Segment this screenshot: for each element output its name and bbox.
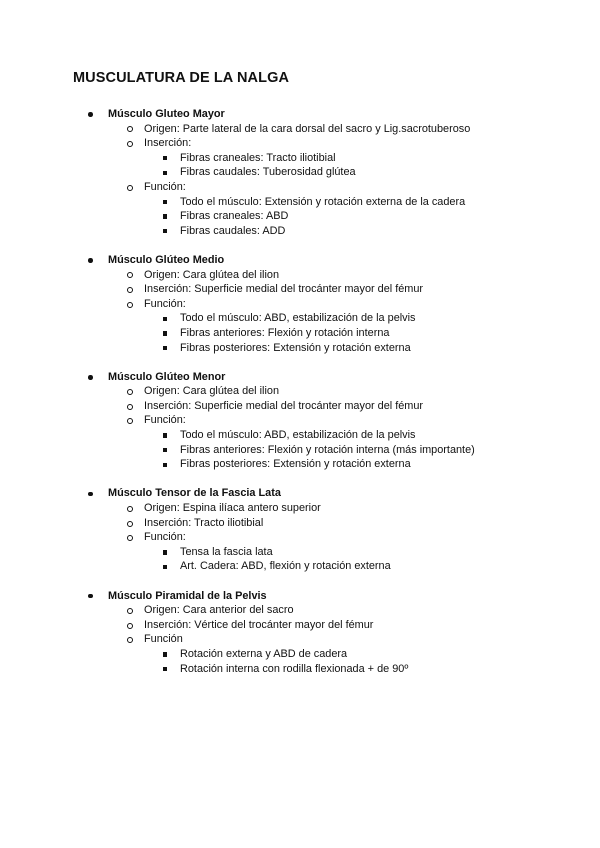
muscle-detail-item-text: Función: [144, 531, 186, 544]
muscle-detail-item [0, 632, 600, 647]
muscle-heading-text: Músculo Gluteo Mayor [108, 108, 225, 120]
hollow-bullet-icon [127, 302, 133, 308]
hollow-bullet-icon [127, 126, 133, 132]
square-bullet-icon [163, 200, 167, 204]
square-bullet-icon [163, 346, 167, 350]
muscle-detail-item [0, 413, 600, 428]
hollow-bullet-icon [127, 521, 133, 527]
square-bullet-icon [163, 667, 167, 671]
square-bullet-icon [163, 214, 167, 218]
muscle-detail-item-text: Inserción: [144, 137, 192, 150]
muscle-detail-item [0, 122, 600, 137]
muscle-subdetail-item [0, 165, 600, 180]
muscle-detail-item-text: Función: [144, 297, 186, 310]
muscle-detail-item [0, 136, 600, 151]
muscle-heading [0, 589, 600, 604]
muscle-subdetail-item-text: Art. Cadera: ABD, flexión y rotación externa [180, 560, 391, 573]
square-bullet-icon [163, 433, 167, 437]
square-bullet-icon [163, 156, 167, 160]
muscle-subdetail-item-text: Todo el músculo: Extensión y rotación externa de la cadera [180, 195, 466, 208]
hollow-bullet-icon [127, 608, 133, 614]
muscle-subdetail-item-text: Rotación externa y ABD de cadera [180, 647, 348, 660]
muscle-detail-item-text: Función [144, 633, 183, 646]
muscle-subdetail-item [0, 647, 600, 662]
muscle-section [0, 107, 600, 238]
muscle-section [0, 253, 600, 355]
muscle-heading [0, 253, 600, 268]
muscle-subdetail-item [0, 326, 600, 341]
hollow-bullet-icon [127, 272, 133, 278]
muscle-subdetail-item [0, 545, 600, 560]
muscle-heading [0, 370, 600, 385]
muscle-subdetail-item [0, 195, 600, 210]
muscle-subdetail-item-text: Tensa la fascia lata [180, 545, 273, 558]
muscle-detail-item [0, 516, 600, 531]
square-bullet-icon [163, 565, 167, 569]
muscle-detail-item [0, 603, 600, 618]
hollow-bullet-icon [127, 287, 133, 293]
muscle-subdetail-item-text: Todo el músculo: ABD, estabilización de la pelvis [180, 312, 416, 325]
muscle-heading-text: Músculo Glúteo Menor [108, 370, 226, 383]
muscle-detail-item-text: Inserción: Superficie medial del trocánter mayor del fémur [144, 399, 424, 412]
muscle-section [0, 486, 600, 574]
muscle-detail-item-text: Origen: Cara glútea del ilion [144, 385, 280, 398]
muscle-heading [0, 107, 600, 122]
muscle-subdetail-item-text: Fibras craneales: Tracto iliotibial [180, 151, 336, 164]
hollow-bullet-icon [127, 506, 133, 512]
square-bullet-icon [163, 229, 167, 233]
muscle-detail-item [0, 297, 600, 312]
muscle-subdetail-item [0, 341, 600, 356]
square-bullet-icon [163, 331, 167, 335]
muscle-subdetail-item-text: Fibras posteriores: Extensión y rotación externa [180, 341, 411, 354]
muscle-subdetail-item-text: Fibras caudales: Tuberosidad glútea [180, 166, 356, 179]
muscle-detail-item [0, 501, 600, 516]
muscle-heading [0, 486, 600, 501]
muscle-subdetail-item [0, 311, 600, 326]
filled-bullet-icon [88, 258, 93, 263]
muscle-detail-item-text: Función: [144, 180, 186, 193]
hollow-bullet-icon [127, 389, 133, 395]
muscle-detail-item [0, 399, 600, 414]
muscle-detail-item [0, 530, 600, 545]
hollow-bullet-icon [127, 623, 133, 629]
filled-bullet-icon [88, 375, 93, 380]
hollow-bullet-icon [127, 418, 133, 424]
muscle-detail-item [0, 282, 600, 297]
muscle-heading-text: Músculo Glúteo Medio [108, 253, 225, 266]
hollow-bullet-icon [127, 404, 133, 410]
square-bullet-icon [163, 550, 167, 554]
muscle-subdetail-item [0, 662, 600, 677]
muscle-subdetail-item [0, 443, 600, 458]
muscle-subdetail-item-text: Todo el músculo: ABD, estabilización de la pelvis [180, 429, 416, 442]
square-bullet-icon [163, 171, 167, 175]
muscle-heading-text: Músculo Tensor de la Fascia Lata [108, 487, 281, 500]
muscle-subdetail-item [0, 559, 600, 574]
filled-bullet-icon [88, 492, 93, 497]
muscle-subdetail-item [0, 224, 600, 239]
square-bullet-icon [163, 652, 167, 656]
muscle-subdetail-item-text: Fibras caudales: ADD [180, 224, 286, 237]
muscle-subdetail-item-text: Fibras craneales: ABD [180, 210, 289, 223]
muscle-list [0, 107, 600, 691]
filled-bullet-icon [88, 594, 93, 599]
muscle-subdetail-item-text: Fibras anteriores: Flexión y rotación interna (más importante) [180, 443, 475, 456]
muscle-subdetail-item-text: Fibras posteriores: Extensión y rotación externa [180, 458, 411, 471]
muscle-detail-item-text: Origen: Espina ilíaca antero superior [144, 502, 321, 515]
muscle-detail-item [0, 268, 600, 283]
hollow-bullet-icon [127, 637, 133, 643]
muscle-detail-item-text: Función: [144, 414, 186, 427]
muscle-section [0, 589, 600, 677]
muscle-subdetail-item [0, 151, 600, 166]
muscle-subdetail-item-text: Fibras anteriores: Flexión y rotación interna [180, 326, 390, 339]
square-bullet-icon [163, 317, 167, 321]
muscle-subdetail-item [0, 428, 600, 443]
hollow-bullet-icon [127, 185, 133, 191]
muscle-detail-item-text: Origen: Cara glútea del ilion [144, 268, 280, 281]
muscle-detail-item-text: Origen: Parte lateral de la cara dorsal del sacro y Lig.sacrotuberoso [144, 122, 471, 135]
hollow-bullet-icon [127, 535, 133, 541]
square-bullet-icon [163, 463, 167, 467]
hollow-bullet-icon [127, 141, 133, 147]
document-title: MUSCULATURA DE LA NALGA [73, 70, 290, 86]
muscle-detail-item-text: Inserción: Superficie medial del trocánter mayor del fémur [144, 283, 424, 296]
muscle-detail-item-text: Inserción: Tracto iliotibial [144, 516, 264, 529]
square-bullet-icon [163, 448, 167, 452]
muscle-subdetail-item [0, 209, 600, 224]
muscle-detail-item [0, 180, 600, 195]
muscle-section [0, 370, 600, 472]
muscle-subdetail-item-text: Rotación interna con rodilla flexionada + de 90º [180, 662, 409, 675]
muscle-detail-item-text: Origen: Cara anterior del sacro [144, 604, 294, 617]
muscle-detail-item-text: Inserción: Vértice del trocánter mayor del fémur [144, 618, 374, 631]
muscle-subdetail-item [0, 457, 600, 472]
muscle-detail-item [0, 384, 600, 399]
muscle-heading-text: Músculo Piramidal de la Pelvis [108, 589, 267, 602]
filled-bullet-icon [88, 112, 93, 117]
muscle-detail-item [0, 618, 600, 633]
